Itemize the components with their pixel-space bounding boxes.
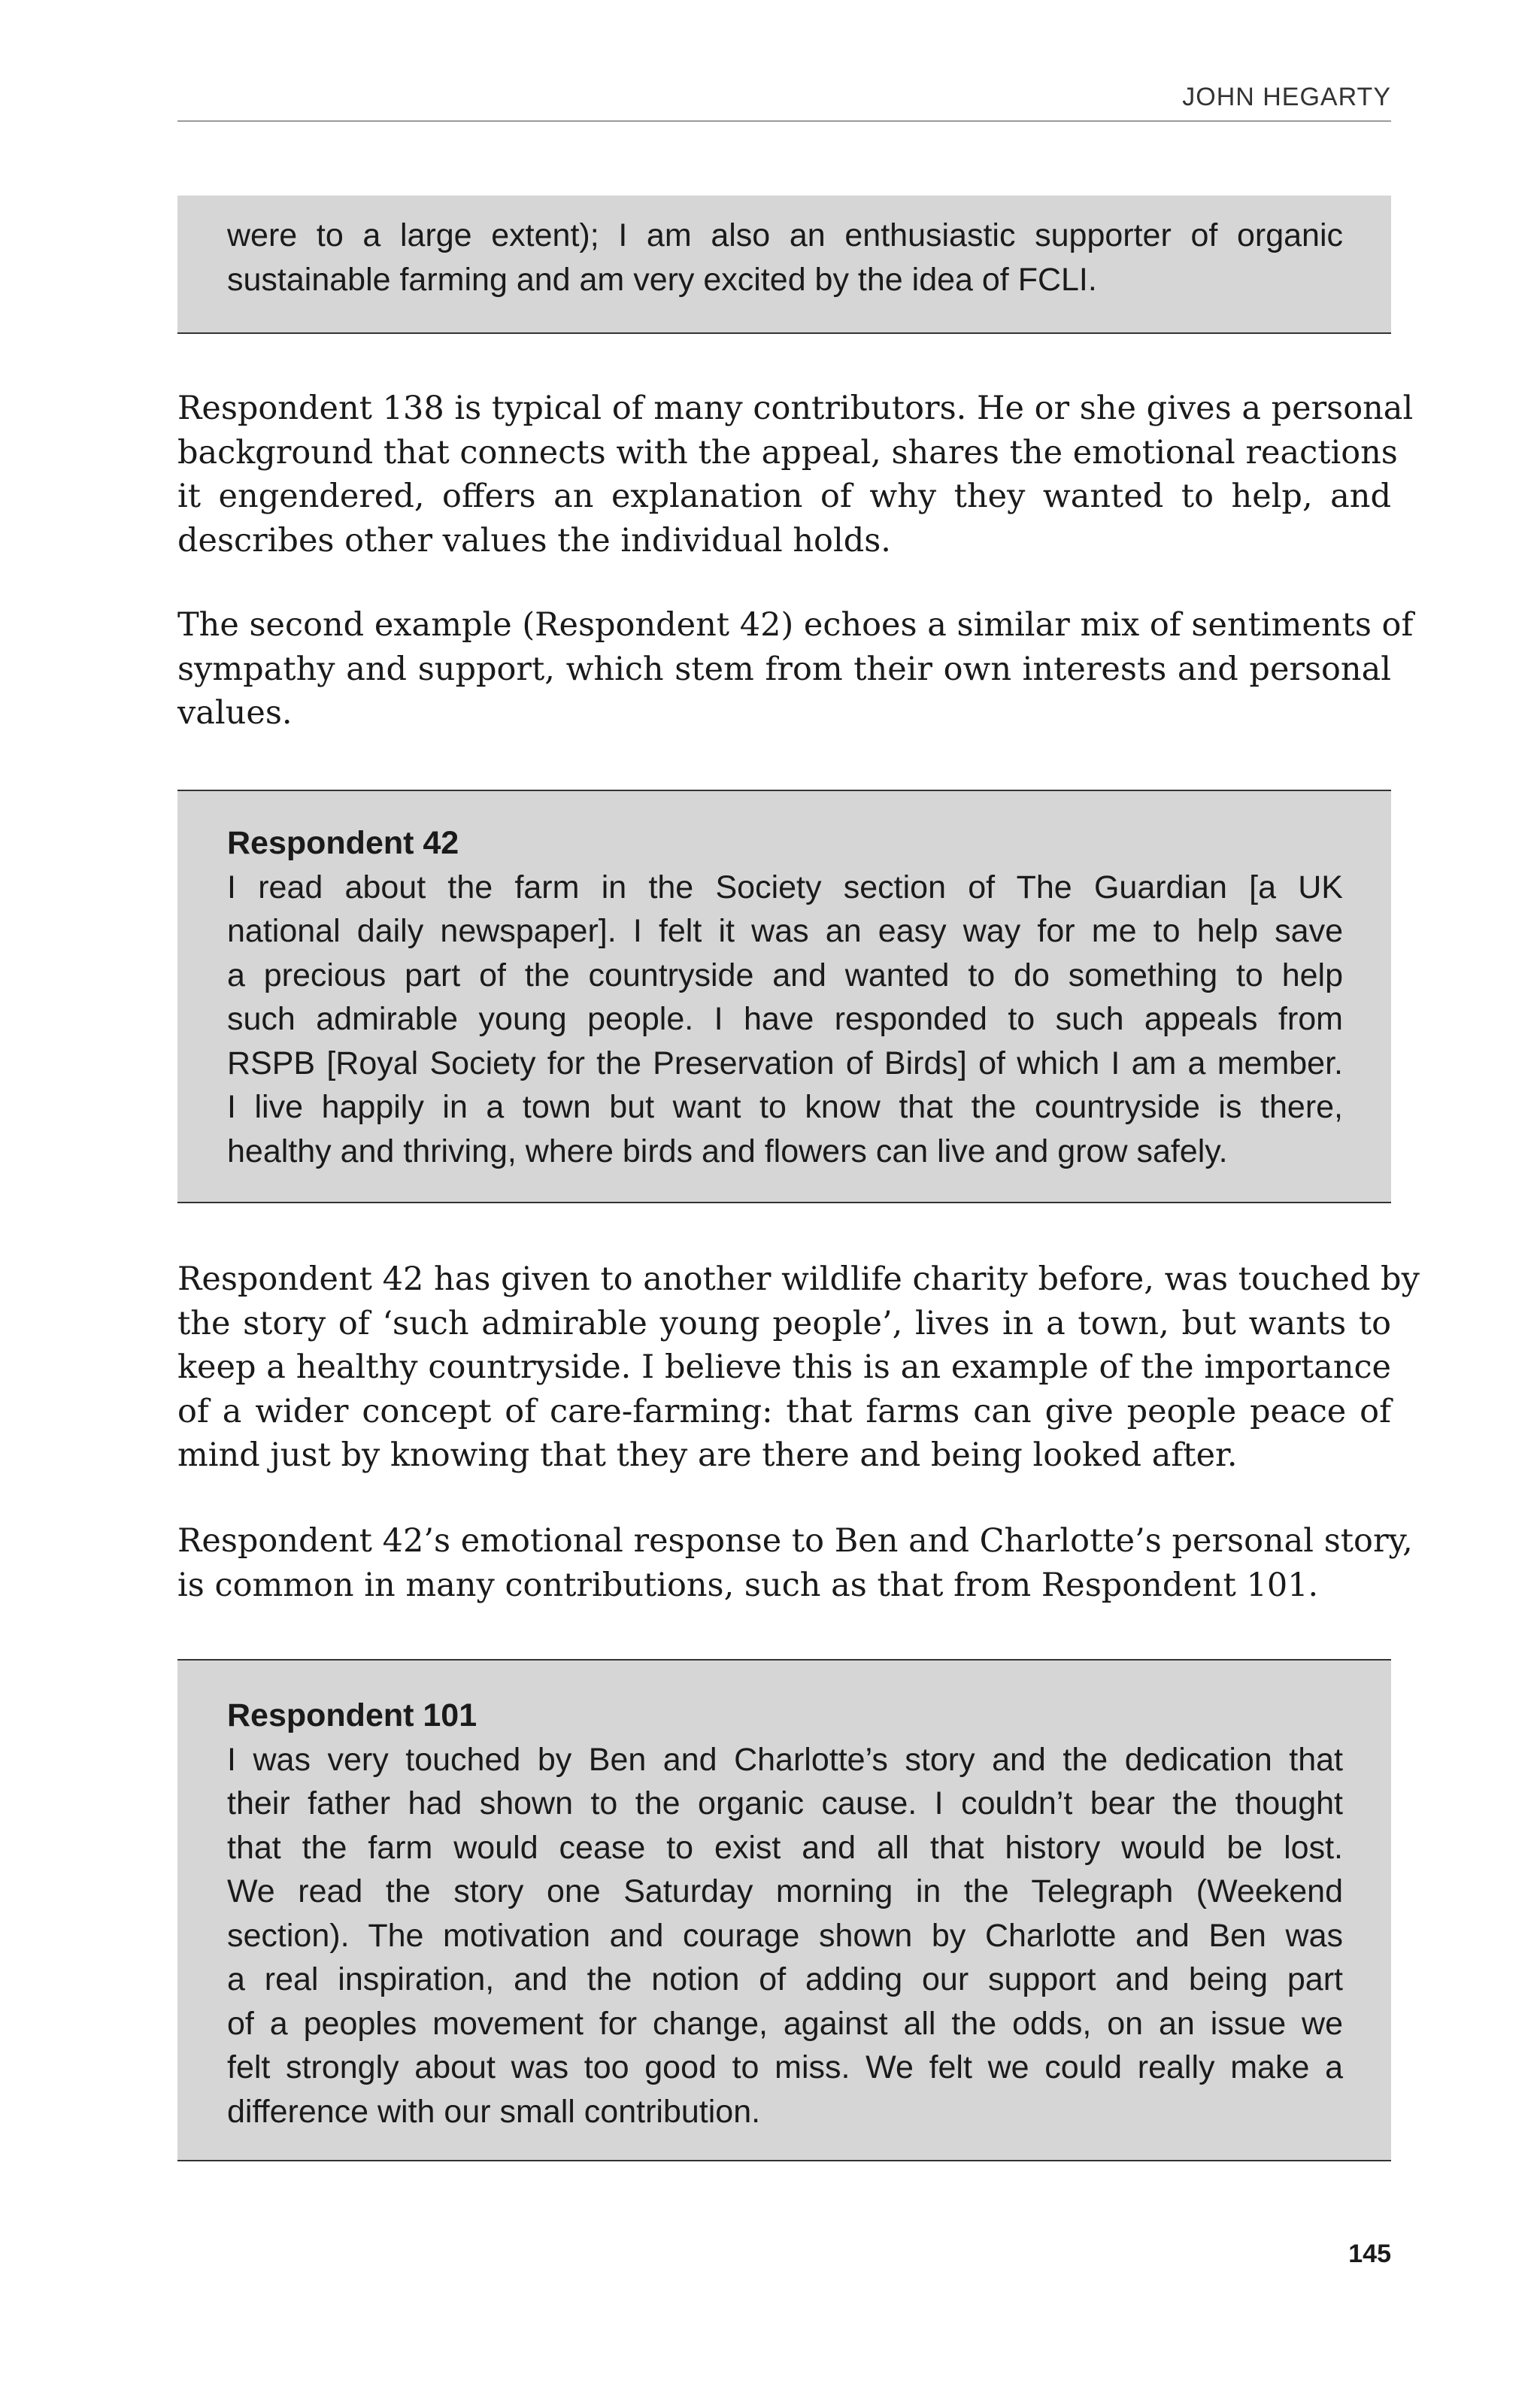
quote-line: section). The motivation and courage shown by Charlotte and Ben was: [227, 1917, 1343, 1954]
quote-line: a real inspiration, and the notion of adding our support and being part: [227, 1961, 1343, 1997]
page-number: 145: [1348, 2240, 1391, 2268]
quote-line: I read about the farm in the Society section of The Guardian [a UK: [227, 869, 1343, 905]
quote-box-respondent-101: [177, 1659, 1391, 2161]
quote-line: such admirable young people. I have responded to such appeals from: [227, 1001, 1343, 1037]
quote-line: their father had shown to the organic cause. I couldn’t bear the thought: [227, 1785, 1343, 1821]
body-paragraph-respondent-42-analysis: [177, 1257, 1420, 1478]
quote-line: I live happily in a town but want to know that the countryside is there,: [227, 1089, 1343, 1125]
quote-line: difference with our small contribution.: [227, 2093, 761, 2130]
quote-title: Respondent 42: [227, 825, 459, 861]
paragraph-line: describes other values the individual holds.: [177, 521, 891, 560]
quote-line: I was very touched by Ben and Charlotte’s story and the dedication that: [227, 1741, 1343, 1778]
paragraph-line: keep a healthy countryside. I believe this is an example of the importance: [177, 1348, 1391, 1386]
quote-line: healthy and thriving, where birds and flowers can live and grow safely.: [227, 1133, 1228, 1169]
quote-title: Respondent 101: [227, 1697, 477, 1733]
paragraph-line: Respondent 42’s emotional response to Ben and Charlotte’s personal story,: [177, 1522, 1413, 1560]
body-paragraph-second-example: [177, 603, 1414, 736]
quote-box-respondent-42: [177, 790, 1391, 1203]
paragraph-line: values.: [177, 694, 293, 732]
paragraph-line: Respondent 138 is typical of many contributors. He or she gives a personal: [177, 390, 1414, 427]
paragraph-line: mind just by knowing that they are there and being looked after.: [177, 1436, 1238, 1474]
paragraph-line: the story of ‘such admirable young people’, lives in a town, but wants to: [177, 1304, 1391, 1342]
quote-line: RSPB [Royal Society for the Preservation of Birds] of which I am a member.: [227, 1045, 1343, 1081]
quote-line: felt strongly about was too good to miss. We felt we could really make a: [227, 2049, 1343, 2085]
quote-line: a precious part of the countryside and wanted to do something to help: [227, 957, 1343, 993]
paragraph-line: background that connects with the appeal, shares the emotional reactions: [177, 433, 1398, 472]
quote-line: sustainable farming and am very excited by the idea of FCLI.: [227, 261, 1097, 298]
quote-line: were to a large extent); I am also an enthusiastic supporter of organic: [227, 217, 1343, 253]
body-paragraph-respondent-138: [177, 387, 1414, 563]
quote-line: that the farm would cease to exist and all that history would be lost.: [227, 1829, 1343, 1866]
quote-line: We read the story one Saturday morning in the Telegraph (Weekend: [227, 1873, 1343, 1909]
body-paragraph-emotional-response: [177, 1519, 1413, 1607]
quote-line: national daily newspaper]. I felt it was an easy way for me to help save: [227, 913, 1343, 949]
quote-line: of a peoples movement for change, against all the odds, on an issue we: [227, 2005, 1343, 2042]
paragraph-line: it engendered, offers an explanation of why they wanted to help, and: [177, 478, 1391, 515]
paragraph-line: Respondent 42 has given to another wildlife charity before, was touched by: [177, 1260, 1420, 1298]
paragraph-line: is common in many contributions, such as that from Respondent 101.: [177, 1566, 1319, 1604]
paragraph-line: sympathy and support, which stem from their own interests and personal: [177, 650, 1391, 688]
paragraph-line: of a wider concept of care-farming: that farms can give people peace of: [177, 1392, 1391, 1430]
quote-box-continued: [177, 196, 1391, 334]
paragraph-line: The second example (Respondent 42) echoes a similar mix of sentiments of: [177, 606, 1414, 644]
page-header: [177, 81, 1391, 122]
running-head: JOHN HEGARTY: [1182, 83, 1391, 111]
